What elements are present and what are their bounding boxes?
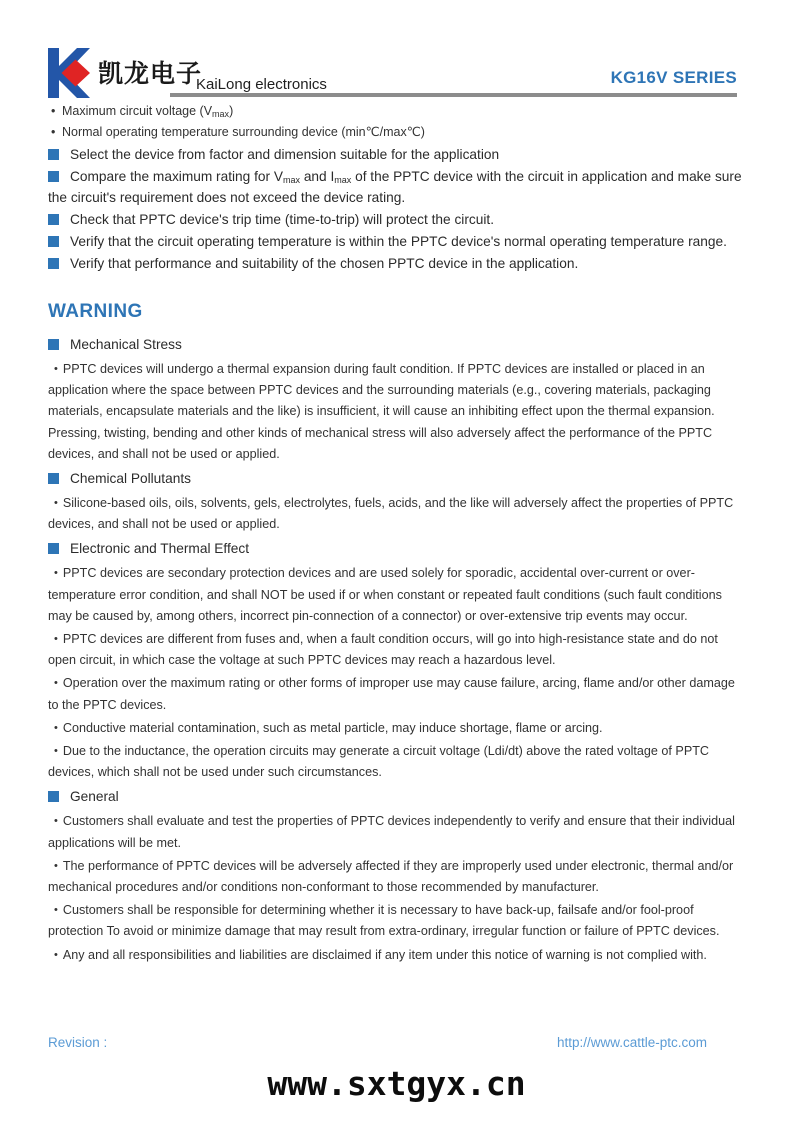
intro-bullet: • Normal operating temperature surrounding device (min℃/max℃): [48, 122, 748, 143]
warning-paragraph: • Customers shall evaluate and test the properties of PPTC devices independently to verify and ensure that their individual applications will be met.: [48, 811, 748, 853]
warning-paragraph: • Any and all responsibilities and liabilities are disclaimed if any item under this notice of warning is not complied with.: [48, 945, 748, 966]
warning-paragraph: • Silicone-based oils, oils, solvents, gels, electrolytes, fuels, acids, and the like will adversely affect the properties of PPTC devices, and shall not be used or applied.: [48, 493, 748, 535]
document-body: [48, 101, 748, 968]
section-heading: Electronic and Thermal Effect: [48, 538, 748, 559]
warning-paragraph: • PPTC devices are different from fuses and, when a fault condition occurs, will go into high-resistance state and do not open circuit, in which case the voltage at such PPTC devices may reach a hazardous level.: [48, 629, 748, 671]
checklist-item: Select the device from factor and dimension suitable for the application: [48, 144, 748, 165]
warning-section-mechanical-stress: [48, 334, 748, 465]
website-link[interactable]: http://www.cattle-ptc.com: [556, 1035, 707, 1050]
warning-section-general: [48, 786, 748, 965]
section-heading: Mechanical Stress: [48, 334, 748, 355]
warning-paragraph: • The performance of PPTC devices will be adversely affected if they are improperly used under electronic, thermal and/or mechanical procedures and/or conditions non-conformant to those recommended by manufacturer.: [48, 856, 748, 898]
company-name-chinese: 凯龙电子: [98, 60, 203, 88]
kailong-logo-icon: [44, 48, 96, 98]
section-heading: General: [48, 786, 748, 807]
checklist-item: Compare the maximum rating for $V_{max}$ and $I_{max}$ of the PPTC device with the circuit in application and make sure the circuit's requirement does not exceed the device rating.: [48, 166, 748, 208]
warning-paragraph: • Due to the inductance, the operation circuits may generate a circuit voltage (Ldi/dt) above the rated voltage of PPTC devices, which shall not be used under such circumstances.: [48, 741, 748, 783]
intro-bullet: • Maximum circuit voltage $(V_{max})$: [48, 101, 748, 122]
header-divider: [170, 93, 737, 97]
warning-paragraph: • Customers shall be responsible for determining whether it is necessary to have back-up, failsafe and/or fool-proof protection To avoid or minimize damage that may result from extra-ordinary, irregular function or failure of PPTC devices.: [48, 900, 748, 942]
revision-label: Revision :: [48, 1035, 108, 1050]
warning-paragraph: • PPTC devices are secondary protection devices and are used solely for sporadic, accidental over-current or over-temperature error condition, and shall NOT be used if or when constant or repeated fault conditions (such fault conditions may be caused by, among others, incorrect pin-connection of a connector) or over-extensive trip events may occur.: [48, 563, 748, 627]
warning-paragraph: • Conductive material contamination, such as metal particle, may induce shortage, flame or arcing.: [48, 718, 748, 739]
warning-paragraph: • Operation over the maximum rating or other forms of improper use may cause failure, arcing, flame and/or other damage to the PPTC devices.: [48, 673, 748, 715]
checklist-item: Verify that performance and suitability of the chosen PPTC device in the application.: [48, 253, 748, 274]
warning-section-chemical-pollutants: [48, 468, 748, 535]
warning-title: WARNING: [48, 301, 143, 322]
checklist-item: Verify that the circuit operating temperature is within the PPTC device's normal operating temperature range.: [48, 231, 748, 252]
warning-paragraph: • PPTC devices will undergo a thermal expansion during fault condition. If PPTC devices are installed or placed in an application where the space between PPTC devices and the surrounding materials (e.g., covering materials, packaging materials, encapsulate materials and the like) is insufficient, it will cause an inhibiting effect upon the thermal expansion. Pressing, twisting, bending and other kinds of mechanical stress will also adversely affect the performance of the PPTC devices, and shall not be used or applied.: [48, 359, 748, 465]
series-title: KG16V SERIES: [610, 68, 737, 87]
watermark-text: www.sxtgyx.cn: [267, 1064, 526, 1103]
checklist-item: Check that PPTC device's trip time (time-to-trip) will protect the circuit.: [48, 209, 748, 230]
warning-section-electronic-thermal: [48, 538, 748, 783]
company-name-latin: KaiLong electronics: [196, 76, 327, 93]
section-heading: Chemical Pollutants: [48, 468, 748, 489]
